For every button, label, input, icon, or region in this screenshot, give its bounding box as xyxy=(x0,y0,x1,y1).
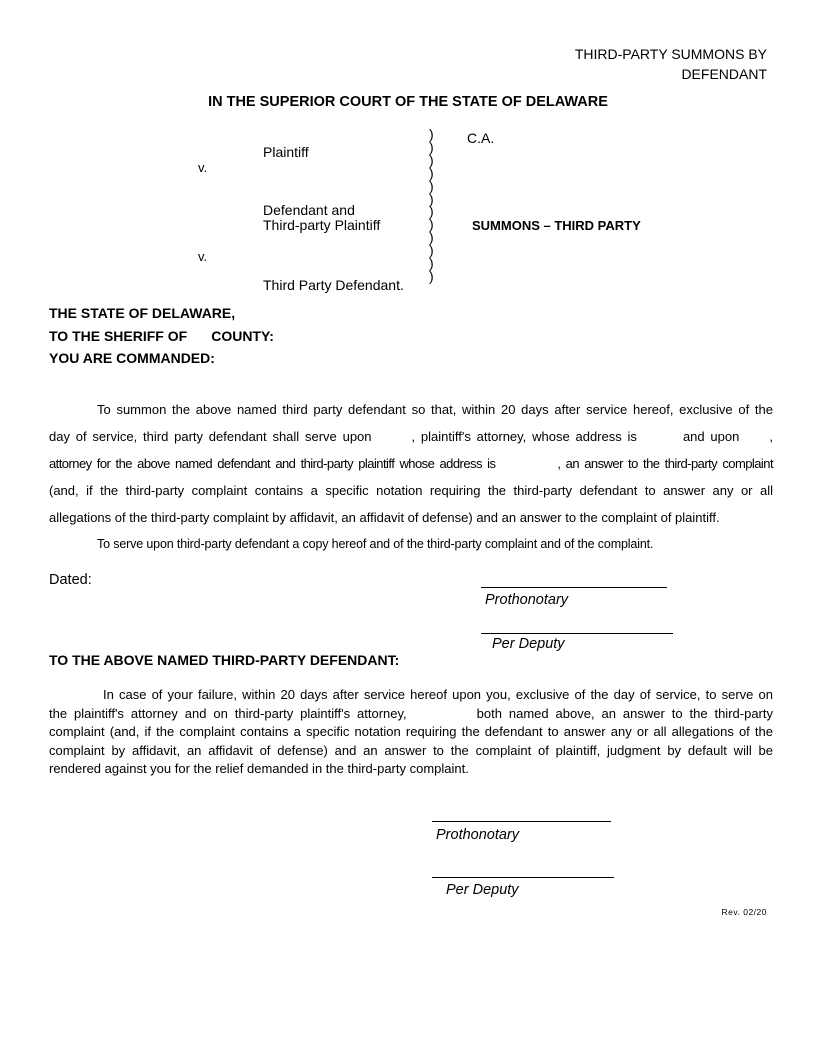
versus-2: v. xyxy=(198,249,208,264)
body-line-1: To summon the above named third party defendant so that, within 20 days after service hereof, exclusive of the xyxy=(97,402,773,417)
revision-label: Rev. 02/20 xyxy=(721,907,767,917)
prothonotary-label-2: Prothonotary xyxy=(436,827,520,843)
court-name: IN THE SUPERIOR COURT OF THE STATE OF DELAWARE xyxy=(208,94,608,110)
document-title: SUMMONS – THIRD PARTY xyxy=(472,218,641,233)
notice-line-4: complaint by affidavit, an affidavit of defense) and an answer to the complaint of plaintiff, judgment by default will be xyxy=(49,742,773,758)
state-of-delaware: THE STATE OF DELAWARE, xyxy=(49,305,236,321)
sheriff-line: TO THE SHERIFF OF COUNTY: xyxy=(49,328,274,344)
deputy-signature-line-1 xyxy=(481,633,673,634)
defendant-label-line2: Third-party Plaintiff xyxy=(263,217,381,233)
body-line-3: attorney for the above named defendant and third-party plaintiff whose address is , an answer to the third-party complaint xyxy=(49,456,774,471)
dated-label: Dated: xyxy=(49,572,92,588)
notice-line-2: the plaintiff's attorney and on third-party plaintiff's attorney, both named above, an answer to the third-party xyxy=(49,705,773,721)
caption-parentheses: ) ) ) ) ) ) ) ) ) ) ) ) xyxy=(429,126,434,284)
body-line-5: allegations of the third-party complaint by affidavit, an affidavit of defense) and an answer to the complaint of plaintiff. xyxy=(49,510,720,525)
prothonotary-label-1: Prothonotary xyxy=(485,592,569,608)
versus-1: v. xyxy=(198,160,208,175)
per-deputy-label-2: Per Deputy xyxy=(446,882,519,898)
notice-line-1: In case of your failure, within 20 days after service hereof upon you, exclusive of the day of service, to serve on xyxy=(103,687,773,702)
plaintiff-label: Plaintiff xyxy=(263,144,309,160)
form-title-line1: THIRD-PARTY SUMMONS BY xyxy=(574,46,767,62)
notice-heading: TO THE ABOVE NAMED THIRD-PARTY DEFENDANT: xyxy=(49,652,400,668)
you-are-commanded: YOU ARE COMMANDED: xyxy=(49,350,215,366)
defendant-label xyxy=(263,203,380,233)
summons-paragraph xyxy=(49,396,773,558)
notice-paragraph xyxy=(49,686,773,779)
prothonotary-signature-line-1 xyxy=(481,587,667,588)
deputy-signature-line-2 xyxy=(432,877,614,878)
body-line-4: (and, if the third-party complaint contains a specific notation requiring the third-party defendant to answer any or all xyxy=(49,483,773,498)
prothonotary-signature-line-2 xyxy=(432,821,611,822)
form-title xyxy=(575,44,767,84)
body-line-2: day of service, third party defendant shall serve upon , plaintiff's attorney, whose address is and upon , xyxy=(49,429,773,444)
defendant-label-line1: Defendant and xyxy=(263,202,355,218)
per-deputy-label-1: Per Deputy xyxy=(492,636,565,652)
case-number-label: C.A. xyxy=(467,130,495,146)
form-title-line2: DEFENDANT xyxy=(681,66,767,82)
body-serve-line: To serve upon third-party defendant a copy hereof and of the third-party complaint and of the complaint. xyxy=(97,537,654,551)
notice-line-3: complaint (and, if the complaint contains a specific notation requiring the defendant to answer any or all allegations of the xyxy=(49,724,773,740)
notice-line-5: rendered against you for the relief demanded in the third-party complaint. xyxy=(49,761,469,777)
third-party-defendant-label: Third Party Defendant. xyxy=(263,277,404,293)
